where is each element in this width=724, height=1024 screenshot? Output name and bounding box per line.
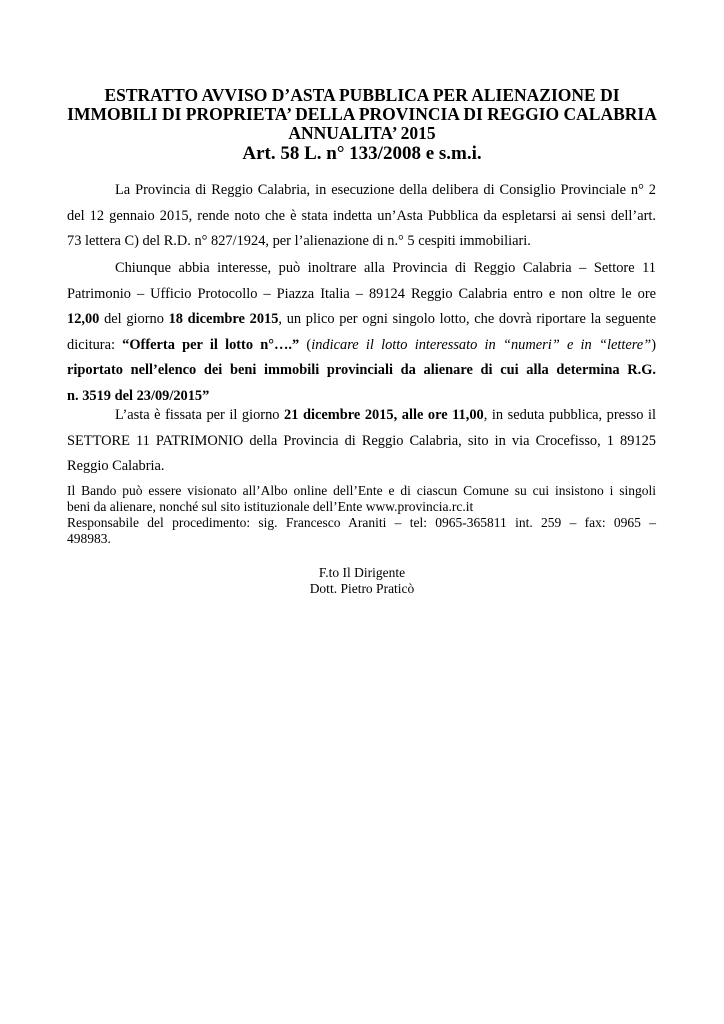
para3-rest: , in seduta pubblica, presso il bbox=[483, 407, 656, 423]
paragraph-4 bbox=[67, 483, 656, 514]
para2-paren-open: ( bbox=[299, 336, 312, 353]
para2-offer: “Offerta per il lotto n°….” bbox=[122, 336, 300, 353]
signature-line-2: Dott. Pietro Praticò bbox=[309, 581, 415, 596]
para1-line-2: del 12 gennaio 2015, rende noto che è stata indetta un’Asta Pubblica da espletarsi ai sensi dell’art. bbox=[67, 207, 656, 224]
para3-date: 21 dicembre 2015, alle ore 11,00 bbox=[284, 407, 484, 423]
para3-line-3: Reggio Calabria. bbox=[67, 458, 165, 474]
paragraph-3 bbox=[67, 403, 656, 480]
signature-block bbox=[0, 565, 724, 597]
title-line-2: IMMOBILI DI PROPRIETA’ DELLA PROVINCIA DI REGGIO CALABRIA bbox=[67, 104, 657, 124]
para2-line-5 bbox=[67, 358, 656, 384]
para2-line3-rest: , un plico per ogni singolo lotto, che dovrà riportare la seguente bbox=[278, 311, 656, 327]
title-line-4: Art. 58 L. n° 133/2008 e s.m.i. bbox=[242, 143, 482, 164]
para2-dicitura-label: dicitura: bbox=[67, 336, 123, 353]
para4-line-1: Il Bando può essere visionato all’Albo online dell’Ente e di ciascun Comune su cui insistono i singoli bbox=[67, 483, 656, 498]
para4-line-2: beni da alienare, nonché sul sito istituzionale dell’Ente www.provincia.rc.it bbox=[67, 498, 474, 514]
para3-intro: L’asta è fissata per il giorno bbox=[115, 407, 285, 423]
para2-line-3 bbox=[67, 307, 656, 333]
para3-line-2: SETTORE 11 PATRIMONIO della Provincia di Reggio Calabria, sito in via Crocefisso, 1 89125 bbox=[67, 432, 656, 449]
para2-line-2: Patrimonio – Ufficio Protocollo – Piazza Italia – 89124 Reggio Calabria entro e non oltre le ore bbox=[67, 285, 656, 302]
title-line-1: ESTRATTO AVVISO D’ASTA PUBBLICA PER ALIENAZIONE DI bbox=[104, 85, 620, 105]
para2-bold-line-6: n. 3519 del 23/09/2015” bbox=[67, 387, 210, 404]
para2-italic-note: indicare il lotto interessato in “numeri” e in “lettere” bbox=[311, 336, 652, 353]
para1-line-3: 73 lettera C) del R.D. n° 827/1924, per l’alienazione di n.° 5 cespiti immobiliari. bbox=[67, 233, 531, 249]
paragraph-2 bbox=[67, 256, 656, 409]
signature-line-1: F.to Il Dirigente bbox=[318, 565, 406, 580]
para1-line-1: La Provincia di Reggio Calabria, in esecuzione della delibera di Consiglio Provinciale n° 2 bbox=[115, 182, 656, 198]
para2-line-4 bbox=[67, 333, 656, 359]
para2-line-1: Chiunque abbia interesse, può inoltrare alla Provincia di Reggio Calabria – Settore 11 bbox=[115, 260, 656, 276]
document-title bbox=[60, 86, 664, 164]
para5-line-1: Responsabile del procedimento: sig. Francesco Araniti – tel: 0965-365811 int. 259 – fax: 0965 – bbox=[67, 515, 656, 530]
para2-paren-close: ) bbox=[651, 336, 656, 353]
para5-line-2: 498983. bbox=[67, 530, 111, 546]
para3-line-1 bbox=[67, 403, 656, 429]
paragraph-1 bbox=[67, 178, 656, 255]
paragraph-5 bbox=[67, 515, 656, 546]
para2-mid: del giorno bbox=[99, 311, 169, 327]
para2-date: 18 dicembre 2015 bbox=[168, 311, 279, 327]
para2-bold-line-5: riportato nell’elenco dei beni immobili provinciali da alienare di cui alla determina R.G. bbox=[67, 362, 656, 378]
para2-time: 12,00 bbox=[67, 311, 100, 327]
title-line-3: ANNUALITA’ 2015 bbox=[288, 123, 436, 143]
